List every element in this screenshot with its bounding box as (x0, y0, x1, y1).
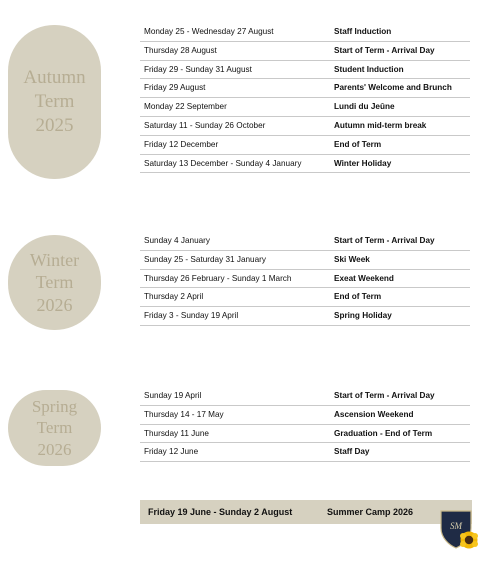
autumn-term-schedule (140, 23, 470, 173)
row-date: Friday 12 June (144, 447, 199, 457)
schedule-row (140, 406, 470, 425)
row-event: Start of Term - Arrival Day (334, 45, 435, 55)
winter-term-badge (8, 235, 101, 330)
schedule-row (140, 79, 470, 98)
row-event: Graduation - End of Term (334, 428, 433, 438)
summer-date: Friday 19 June - Sunday 2 August (148, 507, 293, 517)
term-title-line: 2025 (35, 114, 74, 136)
term-title-line: Term (35, 272, 74, 293)
schedule-row (140, 23, 470, 42)
schedule-row (140, 42, 470, 61)
term-title-line: Term (36, 418, 73, 438)
term-title-line: 2026 (36, 294, 73, 315)
crest-monogram: SM (450, 521, 462, 531)
row-event: Ascension Weekend (334, 409, 414, 419)
row-event: Exeat Weekend (334, 273, 394, 283)
row-date: Thursday 11 June (144, 428, 209, 438)
summer-event: Summer Camp 2026 (327, 507, 414, 517)
sunflower-icon (460, 532, 478, 549)
row-date: Friday 29 - Sunday 31 August (144, 64, 252, 74)
term-title-line: Winter (29, 249, 80, 270)
schedule-row (140, 251, 470, 270)
schedule-row (140, 288, 470, 307)
term-title-line: Term (34, 91, 75, 113)
row-date: Sunday 25 - Saturday 31 January (144, 254, 266, 264)
row-date: Thursday 2 April (144, 292, 204, 302)
schedule-row (140, 98, 470, 117)
row-date: Sunday 19 April (144, 391, 202, 400)
summer-camp-bar (140, 500, 472, 524)
row-date: Saturday 13 December - Sunday 4 January (144, 158, 302, 168)
term-title-line: Autumn (23, 67, 86, 89)
row-event: Lundi du Jeûne (334, 102, 395, 112)
schedule-row (140, 443, 470, 462)
autumn-term-badge (8, 25, 101, 179)
school-crest-icon (438, 508, 482, 552)
schedule-row (140, 117, 470, 136)
winter-term-schedule (140, 232, 470, 326)
row-date: Saturday 11 - Sunday 26 October (144, 120, 266, 130)
row-event: Start of Term - Arrival Day (334, 236, 435, 245)
row-event: Winter Holiday (334, 158, 392, 168)
row-date: Friday 3 - Sunday 19 April (144, 311, 239, 321)
schedule-row (140, 387, 470, 406)
row-event: Parents' Welcome and Brunch (334, 83, 452, 93)
term-title-line: Spring (31, 397, 78, 417)
row-event: Staff Day (334, 447, 370, 457)
schedule-row (140, 232, 470, 251)
schedule-row (140, 61, 470, 80)
row-date: Thursday 28 August (144, 45, 217, 55)
row-date: Monday 22 September (144, 102, 227, 112)
schedule-row (140, 155, 470, 174)
row-event: End of Term (334, 139, 382, 149)
schedule-row (140, 307, 470, 326)
row-event: Autumn mid-term break (334, 120, 427, 130)
row-date: Monday 25 - Wednesday 27 August (144, 27, 274, 36)
schedule-row (140, 136, 470, 155)
row-event: Student Induction (334, 64, 404, 74)
row-event: Ski Week (334, 254, 370, 264)
row-event: Staff Induction (334, 27, 392, 36)
term-title-line: 2026 (37, 439, 72, 459)
spring-term-badge (8, 390, 101, 466)
row-event: End of Term (334, 292, 382, 302)
schedule-row (140, 270, 470, 289)
row-date: Friday 29 August (144, 83, 206, 93)
row-date: Thursday 26 February - Sunday 1 March (144, 273, 292, 283)
row-date: Thursday 14 - 17 May (144, 409, 224, 419)
row-event: Spring Holiday (334, 311, 392, 321)
spring-term-schedule (140, 387, 470, 462)
row-date: Sunday 4 January (144, 236, 210, 245)
row-event: Start of Term - Arrival Day (334, 391, 435, 400)
row-date: Friday 12 December (144, 139, 219, 149)
schedule-row (140, 425, 470, 444)
